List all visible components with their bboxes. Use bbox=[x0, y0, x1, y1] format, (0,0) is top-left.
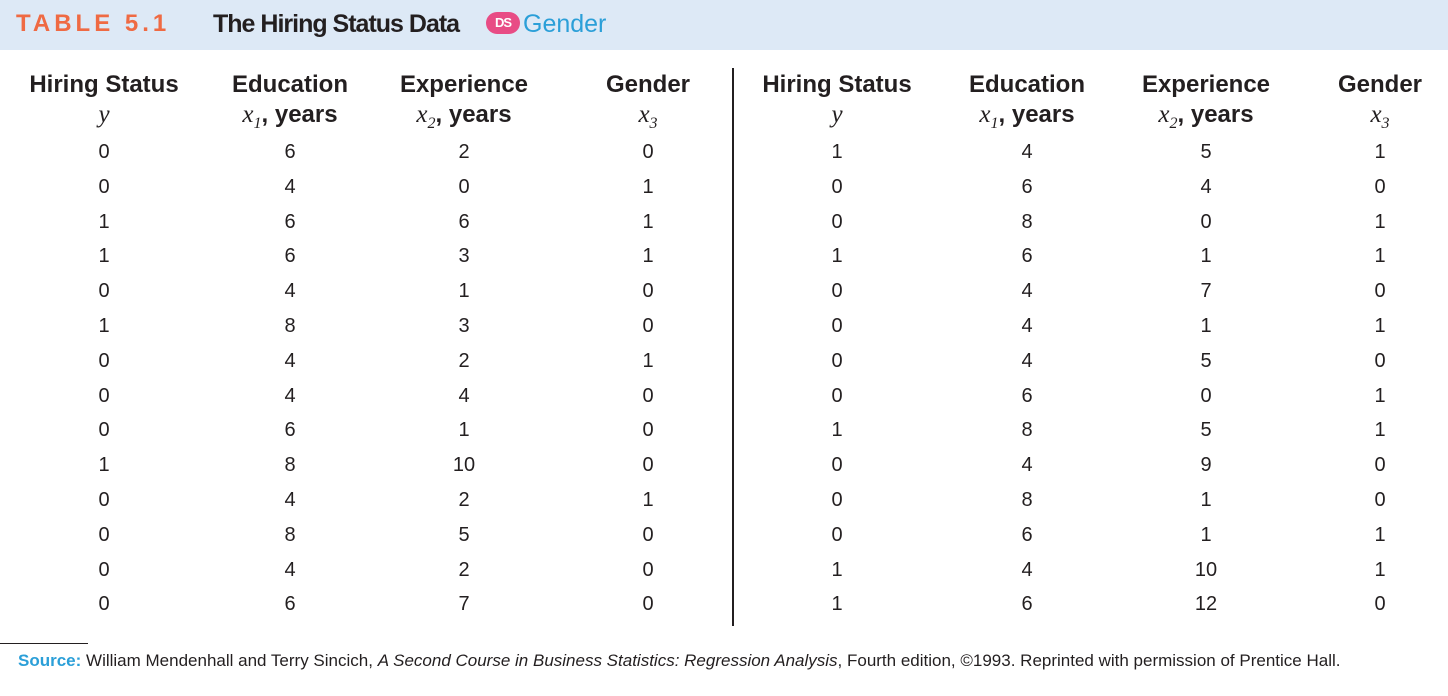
variable-unit: , years bbox=[998, 101, 1075, 128]
table-cell: 0 bbox=[98, 384, 110, 407]
table-cell: 0 bbox=[98, 280, 110, 303]
table-cell: 7 bbox=[1200, 280, 1212, 303]
table-cell: 5 bbox=[1200, 141, 1212, 163]
table-cell: 0 bbox=[642, 419, 654, 442]
table-cell: 0 bbox=[642, 315, 654, 337]
table-cell: 3 bbox=[458, 245, 470, 268]
column-header bbox=[1270, 70, 1448, 139]
table-cell: 8 bbox=[1021, 489, 1033, 511]
table-cell: 0 bbox=[831, 489, 843, 511]
table-cell: 6 bbox=[1021, 175, 1033, 198]
table-cell: 0 bbox=[98, 523, 110, 546]
table-cell: 1 bbox=[1374, 245, 1386, 268]
column-header-variable bbox=[727, 100, 947, 130]
table-cell: 4 bbox=[284, 280, 296, 303]
variable-symbol: x bbox=[1370, 101, 1382, 128]
table-cell: 0 bbox=[98, 141, 110, 163]
table-cell: 6 bbox=[1021, 245, 1033, 268]
table-cell: 6 bbox=[284, 210, 296, 233]
table-cell: 0 bbox=[98, 419, 110, 442]
table-cell: 6 bbox=[284, 141, 296, 163]
table-cell: 0 bbox=[831, 349, 843, 372]
table-cell: 1 bbox=[458, 280, 470, 303]
table-cell: 0 bbox=[1374, 454, 1386, 477]
table-cell: 1 bbox=[831, 558, 843, 581]
table-cell: 7 bbox=[458, 593, 470, 616]
table-cell: 0 bbox=[98, 593, 110, 616]
table-cell: 4 bbox=[284, 175, 296, 198]
table-cell: 0 bbox=[831, 210, 843, 233]
source-book-title: A Second Course in Business Statistics: Regression Analysis bbox=[377, 651, 838, 670]
table-cell: 0 bbox=[1200, 210, 1212, 233]
variable-symbol: x bbox=[242, 101, 254, 128]
table-cell: 6 bbox=[1021, 593, 1033, 616]
variable-subscript: 3 bbox=[649, 115, 658, 132]
table-cell: 0 bbox=[642, 454, 654, 477]
table-cell: 2 bbox=[458, 349, 470, 372]
table-cell: 0 bbox=[642, 558, 654, 581]
source-note bbox=[18, 648, 1428, 674]
table-cell: 0 bbox=[831, 315, 843, 337]
table-cell: 2 bbox=[458, 558, 470, 581]
column-header bbox=[727, 70, 947, 130]
variable-symbol: x bbox=[979, 101, 991, 128]
table-cell: 10 bbox=[1194, 558, 1218, 581]
variable-subscript: 1 bbox=[253, 115, 262, 132]
column-header-title: Education bbox=[968, 71, 1085, 98]
table-cell: 1 bbox=[642, 349, 654, 372]
column-header-title: Experience bbox=[1141, 71, 1271, 98]
table-cell: 6 bbox=[284, 419, 296, 442]
table-header-bar bbox=[0, 0, 1448, 50]
table-cell: 1 bbox=[831, 593, 843, 616]
table-cell: 2 bbox=[458, 141, 470, 163]
source-details: , Fourth edition, ©1993. Reprinted with permission of Prentice Hall. bbox=[837, 651, 1341, 670]
table-cell: 0 bbox=[98, 558, 110, 581]
table-cell: 1 bbox=[1374, 210, 1386, 233]
table-cell: 4 bbox=[284, 349, 296, 372]
column-header-title: Education bbox=[231, 71, 348, 98]
table-cell: 8 bbox=[284, 315, 296, 337]
source-authors: William Mendenhall and Terry Sincich, bbox=[86, 651, 373, 670]
table-cell: 3 bbox=[458, 315, 470, 337]
table-cell: 0 bbox=[831, 280, 843, 303]
column-header-title: Hiring Status bbox=[29, 71, 179, 98]
table-cell: 6 bbox=[1021, 523, 1033, 546]
variable-symbol: y bbox=[98, 101, 110, 128]
table-cell: 5 bbox=[1200, 419, 1212, 442]
table-cell: 1 bbox=[98, 210, 110, 233]
variable-subscript: 2 bbox=[427, 115, 436, 132]
table-cell: 1 bbox=[1374, 419, 1386, 442]
table-cell: 0 bbox=[642, 141, 654, 163]
table-cell: 1 bbox=[98, 245, 110, 268]
table-cell: 4 bbox=[458, 384, 470, 407]
table-cell: 1 bbox=[1374, 523, 1386, 546]
table-cell: 1 bbox=[642, 245, 654, 268]
table-cell: 1 bbox=[642, 210, 654, 233]
table-cell: 0 bbox=[831, 523, 843, 546]
table-cell: 1 bbox=[1200, 315, 1212, 337]
table-cell: 0 bbox=[642, 593, 654, 616]
table-cell: 1 bbox=[1200, 245, 1212, 268]
table-cell: 1 bbox=[98, 315, 110, 337]
column-header-variable bbox=[538, 100, 758, 139]
column-header-title: Hiring Status bbox=[762, 71, 912, 98]
table-cell: 0 bbox=[1200, 384, 1212, 407]
table-cell: 8 bbox=[284, 454, 296, 477]
table-cell: 4 bbox=[284, 558, 296, 581]
variable-unit: , years bbox=[261, 101, 338, 128]
table-cell: 0 bbox=[98, 489, 110, 511]
table-cell: 8 bbox=[1021, 419, 1033, 442]
table-cell: 1 bbox=[831, 245, 843, 268]
table-cell: 4 bbox=[1021, 558, 1033, 581]
table-cell: 6 bbox=[284, 593, 296, 616]
table-cell: 6 bbox=[1021, 384, 1033, 407]
table-cell: 0 bbox=[458, 175, 470, 198]
table-cell: 1 bbox=[1374, 558, 1386, 581]
table-cell: 1 bbox=[1374, 384, 1386, 407]
table-cell: 1 bbox=[458, 419, 470, 442]
table-cell: 0 bbox=[642, 523, 654, 546]
table-cell: 0 bbox=[98, 175, 110, 198]
table-cell: 1 bbox=[1374, 315, 1386, 337]
column-header-title: Gender bbox=[1337, 71, 1423, 98]
table-cell: 4 bbox=[1021, 141, 1033, 163]
column-divider bbox=[732, 68, 734, 626]
table-cell: 1 bbox=[1200, 489, 1212, 511]
table-cell: 0 bbox=[831, 454, 843, 477]
table-cell: 0 bbox=[1374, 175, 1386, 198]
table-cell: 1 bbox=[642, 489, 654, 511]
table-title: The Hiring Status Data bbox=[213, 10, 460, 38]
table-cell: 0 bbox=[1374, 349, 1386, 372]
table-cell: 5 bbox=[458, 523, 470, 546]
table-cell: 1 bbox=[1200, 523, 1212, 546]
table-cell: 0 bbox=[1374, 593, 1386, 616]
table-cell: 0 bbox=[831, 384, 843, 407]
table-cell: 4 bbox=[284, 384, 296, 407]
table-cell: 0 bbox=[831, 175, 843, 198]
variable-unit: , years bbox=[1177, 101, 1254, 128]
column-header bbox=[538, 70, 758, 139]
table-cell: 9 bbox=[1200, 454, 1212, 477]
table-cell: 4 bbox=[1021, 454, 1033, 477]
table-cell: 8 bbox=[284, 523, 296, 546]
table-cell: 2 bbox=[458, 489, 470, 511]
table-cell: 8 bbox=[1021, 210, 1033, 233]
variable-symbol: x bbox=[638, 101, 650, 128]
table-cell: 0 bbox=[1374, 280, 1386, 303]
table-cell: 4 bbox=[1200, 175, 1212, 198]
table-cell: 10 bbox=[452, 454, 476, 477]
table-cell: 4 bbox=[1021, 349, 1033, 372]
variable-subscript: 3 bbox=[1381, 115, 1390, 132]
column-header-variable bbox=[1270, 100, 1448, 139]
variable-symbol: x bbox=[416, 101, 428, 128]
table-cell: 1 bbox=[1374, 141, 1386, 163]
table-cell: 0 bbox=[642, 280, 654, 303]
source-rule bbox=[0, 643, 88, 644]
dataset-link[interactable]: Gender bbox=[523, 10, 607, 38]
table-cell: 1 bbox=[831, 141, 843, 163]
variable-symbol: x bbox=[1158, 101, 1170, 128]
table-cell: 0 bbox=[1374, 489, 1386, 511]
column-header-title: Experience bbox=[399, 71, 529, 98]
table-cell: 6 bbox=[284, 245, 296, 268]
table-cell: 12 bbox=[1194, 593, 1218, 616]
variable-unit: , years bbox=[435, 101, 512, 128]
table-number: TABLE 5.1 bbox=[16, 10, 171, 37]
table-cell: 5 bbox=[1200, 349, 1212, 372]
column-header-title: Gender bbox=[605, 71, 691, 98]
variable-subscript: 2 bbox=[1169, 115, 1178, 132]
table-cell: 6 bbox=[458, 210, 470, 233]
variable-symbol: y bbox=[831, 101, 843, 128]
table-cell: 0 bbox=[98, 349, 110, 372]
table-cell: 0 bbox=[642, 384, 654, 407]
table-cell: 1 bbox=[831, 419, 843, 442]
table-cell: 1 bbox=[98, 454, 110, 477]
table-cell: 4 bbox=[1021, 280, 1033, 303]
table-cell: 1 bbox=[642, 175, 654, 198]
table-cell: 4 bbox=[284, 489, 296, 511]
variable-subscript: 1 bbox=[990, 115, 999, 132]
dataset-icon: DS bbox=[486, 12, 520, 34]
source-label: Source: bbox=[18, 651, 82, 670]
table-cell: 4 bbox=[1021, 315, 1033, 337]
